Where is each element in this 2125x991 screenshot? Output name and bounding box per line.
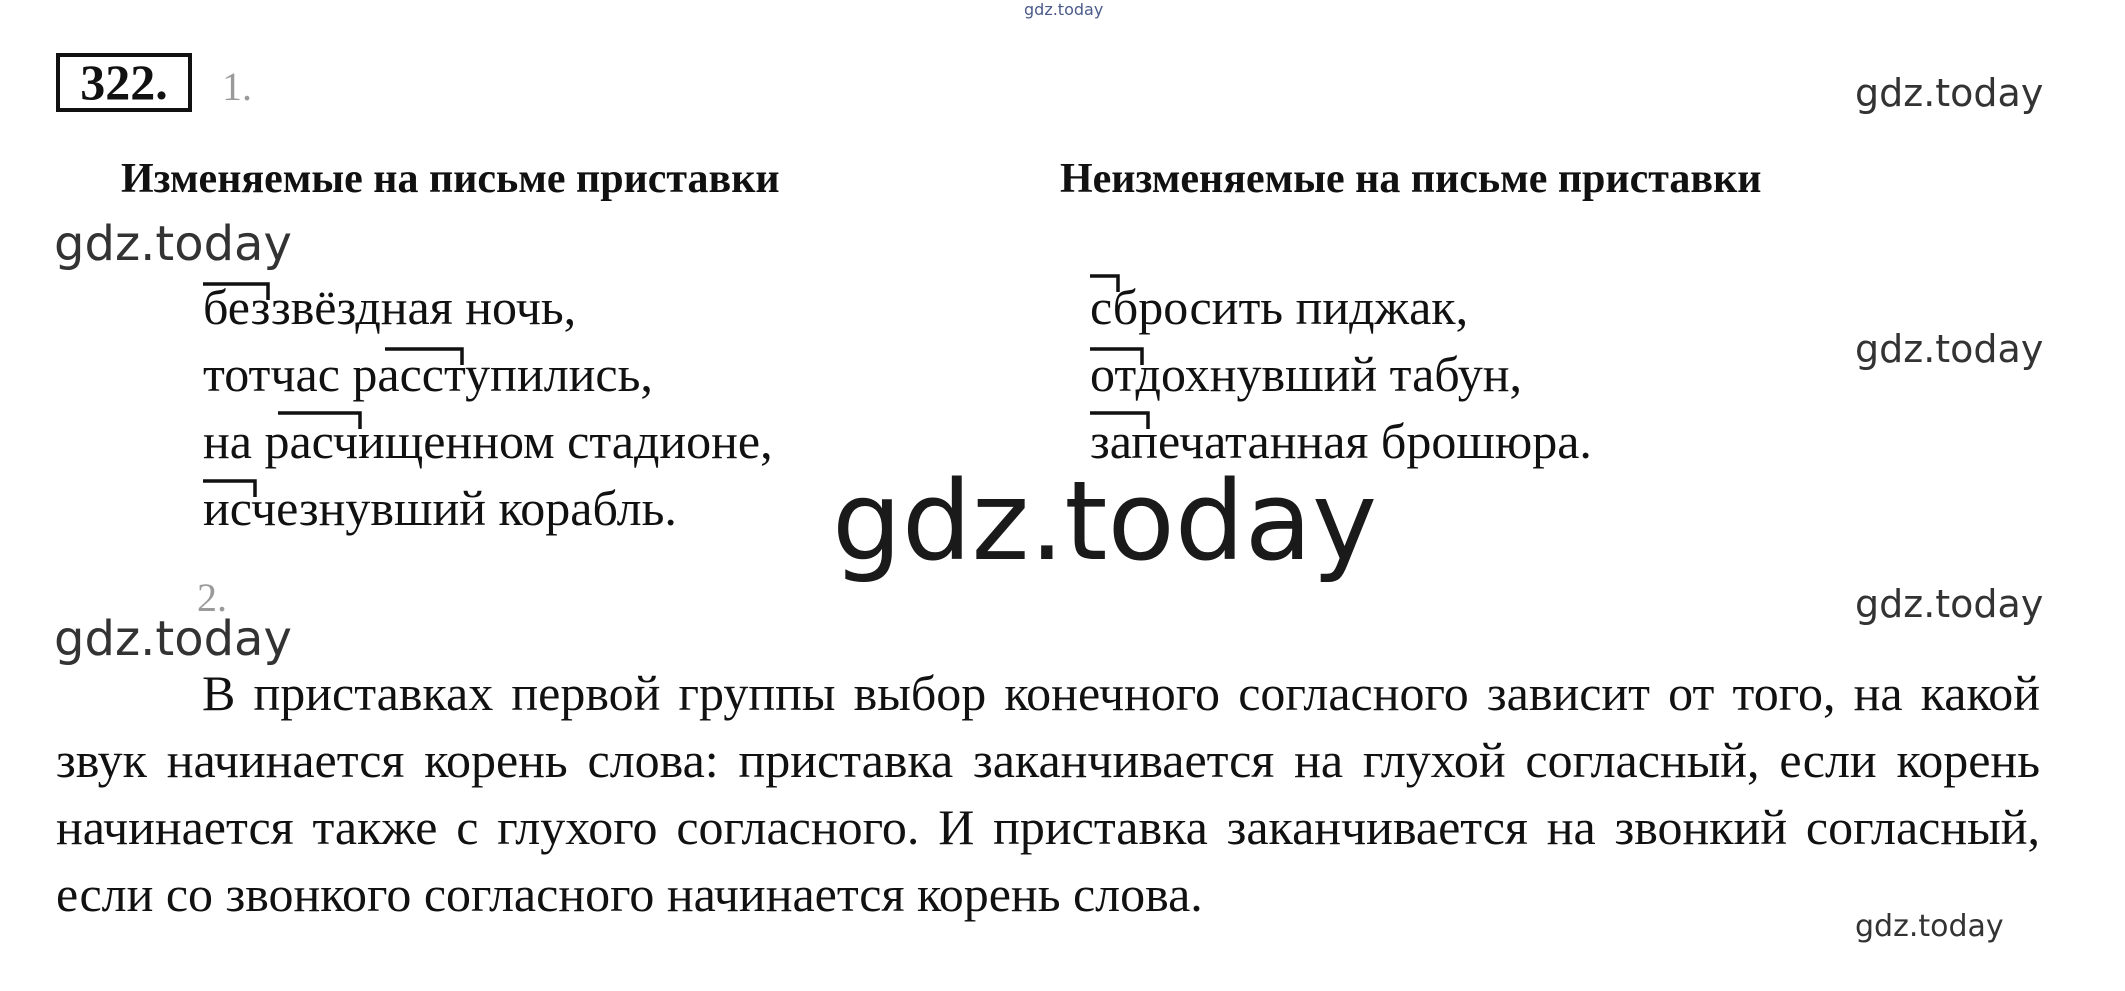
part-2-label: 2. <box>197 575 227 620</box>
watermark-right-2: gdz.today <box>1855 327 2044 371</box>
watermark-top: gdz.today <box>1024 0 1104 19</box>
right-column-heading: Неизменяемые на письме приставки <box>1060 156 1762 202</box>
task-number-box: 322. <box>56 53 192 112</box>
explanation-paragraph: В приставках первой группы выбор конечного согласного зависит от того, на какой звук начинается корень слова: приставка заканчивается на глухой согласный, если корень начинается также с глухого согласного. И приставка заканчивается на звонкий согласный, если со звонкого согласного начинается корень слова. <box>56 665 2040 922</box>
left-phrase-list <box>203 274 773 542</box>
watermark-left-1: gdz.today <box>54 216 292 272</box>
watermark-left-2: gdz.today <box>54 611 292 667</box>
list-item: тотчас расступились, <box>203 346 653 402</box>
watermark-right-3: gdz.today <box>1855 582 2044 626</box>
watermark-center: gdz.today <box>832 457 1378 585</box>
list-item: отдохнувший табун, <box>1090 346 1523 402</box>
list-item: сбросить пиджак, <box>1090 279 1469 335</box>
list-item: исчезнувший корабль. <box>203 480 677 536</box>
left-column-heading: Изменяемые на письме приставки <box>121 156 780 202</box>
list-item: беззвёздная ночь, <box>203 279 577 335</box>
list-item: на расчищенном стадионе, <box>203 413 773 469</box>
watermark-right-1: gdz.today <box>1855 71 2044 115</box>
right-phrase-list <box>1090 274 1592 475</box>
list-item: запечатанная брошюра. <box>1090 413 1592 469</box>
watermark-right-4: gdz.today <box>1855 909 2004 944</box>
part-1-label: 1. <box>222 64 252 109</box>
